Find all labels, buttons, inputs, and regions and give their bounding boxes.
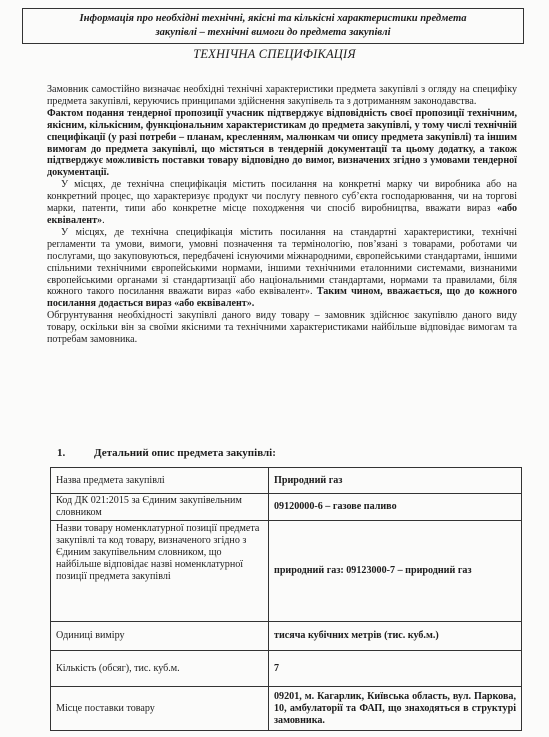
row-label: Код ДК 021:2015 за Єдиним закупівельним словником <box>51 494 269 521</box>
table-row <box>51 494 522 521</box>
row-label: Одиниці виміру <box>51 622 269 651</box>
paragraph-confirmation-text: Фактом подання тендерної пропозиції учасник підтверджує відповідність своєї пропозиції технічним, якісним, кількісним, функціональним характеристикам до предмета закупівлі, у тому числі технічній специфікації (у разі потреби – планам, кресленням, малюнкам чи опису предмета закупівлі) та іншим вимогам до предмета закупівлі, що містяться в тендерній документації та цьому додатку, а також підтверджує можливість поставки товару відповідно до вимог, визначених згідно з умовами тендерної документації. <box>47 107 517 179</box>
section-heading <box>57 447 276 459</box>
row-value: Природний газ <box>269 468 522 494</box>
row-label: Назва предмета закупівлі <box>51 468 269 494</box>
row-value: природний газ: 09123000-7 – природний газ <box>269 521 522 622</box>
body-text <box>47 84 517 346</box>
equivalent-phrase: «або еквівалент» <box>47 203 517 226</box>
standards-text: У місцях, де технічна специфікація містить посилання на стандартні характеристики, технічні регламенти та умови, вимоги, умовні позначення та термінологію, пов’язані з товарами, роботами чи послугами, що закуповуються, передбачені існуючими міжнародними, європейськими стандартами, іншими спільними технічними європейськими нормами, іншими технічними еталонними системами, визнаними європейськими органами зі стандартизації або національними стандартами, нормами та правилами, біля кожного такого посилання вважати вираз «або еквівалент». <box>47 226 517 298</box>
table-row <box>51 622 522 651</box>
standards-conclusion: Таким чином, вважається, що до кожного посилання додається вираз «або еквівалент». <box>47 286 517 310</box>
row-value: 09120000-6 – газове паливо <box>269 494 522 521</box>
document-header-box <box>22 8 524 44</box>
paragraph-intro: Замовник самостійно визначає необхідні технічні характеристики предмета закупівлі з огляду на специфіку предмета закупівлі, керуючись принципами здійснення закупівель та з дотриманням законодавства. <box>47 84 517 107</box>
table-row <box>51 687 522 731</box>
row-value: 09201, м. Кагарлик, Київська область, вул. Паркова, 10, амбулаторії та ФАП, що знаходяться в структурі замовника. <box>269 687 522 731</box>
row-value: тисяча кубічних метрів (тис. куб.м.) <box>269 622 522 651</box>
header-line-2: закупівлі – технічні вимоги до предмета закупівлі <box>155 27 391 38</box>
row-value: 7 <box>269 651 522 687</box>
paragraph-justification: Обгрунтування необхідності закупівлі даного виду товару – замовник здійснює закупівлю даного виду товару, оскільки він за своїми якісними та технічними характеристиками найбільше відповідає вимогам та потребам замовника. <box>47 310 517 346</box>
brand-text: У місцях, де технічна специфікація містить посилання на конкретні марку чи виробника або на конкретний процес, що характеризує продукт чи послугу певного суб’єкта господарювання, чи на торгові марки, патенти, типи або конкретне місце походження чи спосіб виробництва, вважати вираз <box>47 179 517 215</box>
spec-title: ТЕХНІЧНА СПЕЦИФІКАЦІЯ <box>193 47 356 61</box>
section-title: Детальний опис предмета закупівлі: <box>94 447 276 459</box>
brand-text-end: . <box>102 214 105 226</box>
paragraph-brand-references <box>47 179 517 227</box>
table-row <box>51 468 522 494</box>
row-label: Кількість (обсяг), тис. куб.м. <box>51 651 269 687</box>
row-label: Назви товару номенклатурної позиції предмета закупівлі та код товару, визначеного згідно з Єдиним закупівельним словником, що найбільше відповідає назві номенклатурної позиції предмета закупівлі <box>51 521 269 622</box>
header-line-1: Інформація про необхідні технічні, якісні та кількісні характеристики предмета <box>79 13 467 24</box>
row-label: Місце поставки товару <box>51 687 269 731</box>
table-row <box>51 651 522 687</box>
paragraph-confirmation <box>47 108 517 179</box>
spec-table <box>50 467 522 731</box>
table-row <box>51 521 522 622</box>
paragraph-standards <box>47 227 517 310</box>
section-number: 1. <box>57 447 66 459</box>
